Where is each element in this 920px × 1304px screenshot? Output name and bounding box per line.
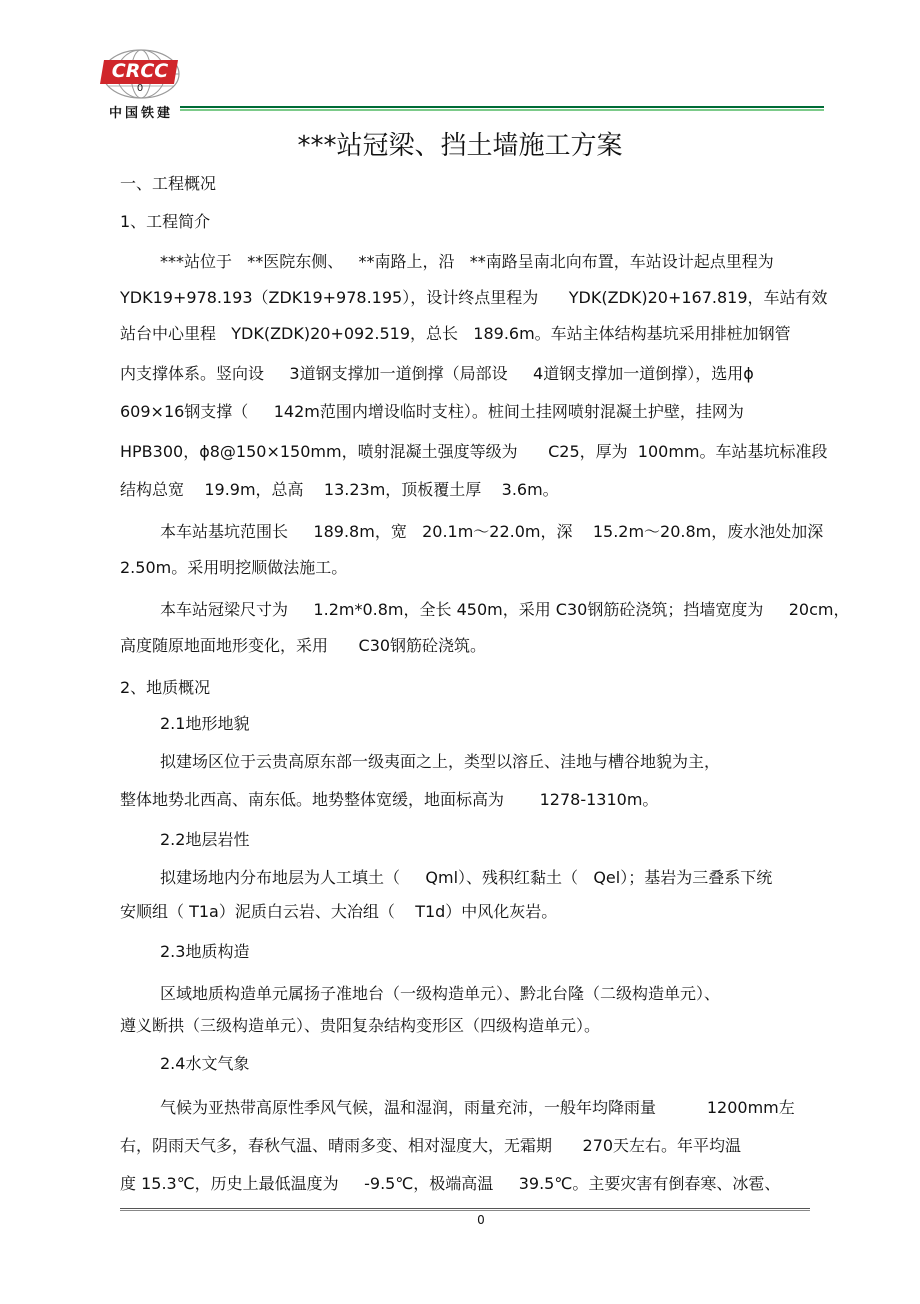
paragraph-line: 结构总宽 19.9m，总高 13.23m，顶板覆土厚 3.6m。 [120, 480, 559, 499]
section-heading-overview: 一、工程概况 [120, 174, 217, 193]
paragraph-line: 本车站冠梁尺寸为 1.2m*0.8m，全长 450m，采用 C30钢筋砼浇筑；挡墙宽度为 20cm， [160, 600, 850, 619]
subsection-heading-geology: 2、地质概况 [120, 678, 211, 697]
paragraph-line: YDK19+978.193（ZDK19+978.195），设计终点里程为 YDK(ZDK)20+167.819，车站有效 [120, 288, 828, 307]
footer-rule-secondary [120, 1210, 810, 1211]
paragraph-line: 安顺组（ T1a）泥质白云岩、大冶组（ T1d）中风化灰岩。 [120, 902, 558, 921]
subsection-heading-terrain: 2.1地形地貌 [160, 714, 250, 733]
paragraph-line: HPB300，ϕ8@150×150mm，喷射混凝土强度等级为 C25，厚为 100mm。车站基坑标准段 [120, 442, 828, 461]
paragraph-line: 右，阴雨天气多，春秋气温、晴雨多变、相对湿度大，无霜期 270天左右。年平均温 [120, 1136, 742, 1155]
paragraph-line: 609×16钢支撑（ 142m范围内增设临时支柱）。桩间土挂网喷射混凝土护壁，挂网为 [120, 402, 744, 421]
paragraph-line: 拟建场区位于云贵高原东部一级夷面之上，类型以溶丘、洼地与槽谷地貌为主， [160, 752, 721, 771]
subsection-heading-strata: 2.2地层岩性 [160, 830, 250, 849]
header-rule-light [180, 109, 824, 111]
paragraph-line: 区域地质构造单元属扬子准地台（一级构造单元）、黔北台隆（二级构造单元）、 [160, 984, 721, 1003]
paragraph-line: 高度随原地面地形变化，采用 C30钢筋砼浇筑。 [120, 636, 487, 655]
page-number: 0 [477, 1213, 485, 1227]
footer-rule [120, 1208, 810, 1209]
paragraph-line: 遵义断拱（三级构造单元）、贵阳复杂结构变形区（四级构造单元）。 [120, 1016, 601, 1035]
paragraph-line: 气候为亚热带高原性季风气候，温和湿润，雨量充沛，一般年均降雨量 1200mm左 [160, 1098, 795, 1117]
company-logo [98, 48, 184, 121]
logo-chinese-name: 中国铁建 [108, 106, 173, 121]
paragraph-line: ***站位于 **医院东侧、 **南路上，沿 **南路呈南北向布置，车站设计起点里程为 [160, 252, 774, 271]
paragraph-line: 拟建场地内分布地层为人工填土（ Qml）、残积红黏土（ Qel）；基岩为三叠系下统 [160, 868, 773, 887]
subsection-heading-hydrology: 2.4水文气象 [160, 1054, 250, 1073]
document-title: ***站冠梁、挡土墙施工方案 [297, 131, 623, 161]
logo-sub-text: 0 [136, 83, 144, 94]
paragraph-line: 内支撑体系。竖向设 3道钢支撑加一道倒撑（局部设 4道钢支撑加一道倒撑），选用ϕ [120, 364, 754, 383]
paragraph-line: 整体地势北西高、南东低。地势整体宽缓，地面标高为 1278-1310m。 [120, 790, 659, 809]
paragraph-line: 站台中心里程 YDK(ZDK)20+092.519，总长 189.6m。车站主体结构基坑采用排桩加钢管 [120, 324, 791, 343]
paragraph-line: 度 15.3℃，历史上最低温度为 -9.5℃，极端高温 39.5℃。主要灾害有倒春寒、冰雹、 [120, 1174, 781, 1193]
paragraph-line: 2.50m。采用明挖顺做法施工。 [120, 558, 348, 577]
paragraph-line: 本车站基坑范围长 189.8m，宽 20.1m～22.0m，深 15.2m～20.8m，废水池处加深 [160, 522, 824, 541]
header-rule-dark [180, 106, 824, 108]
subsection-heading-structure: 2.3地质构造 [160, 942, 250, 961]
subsection-heading-intro: 1、工程简介 [120, 212, 211, 231]
logo-crcc-text: CRCC [111, 60, 169, 82]
